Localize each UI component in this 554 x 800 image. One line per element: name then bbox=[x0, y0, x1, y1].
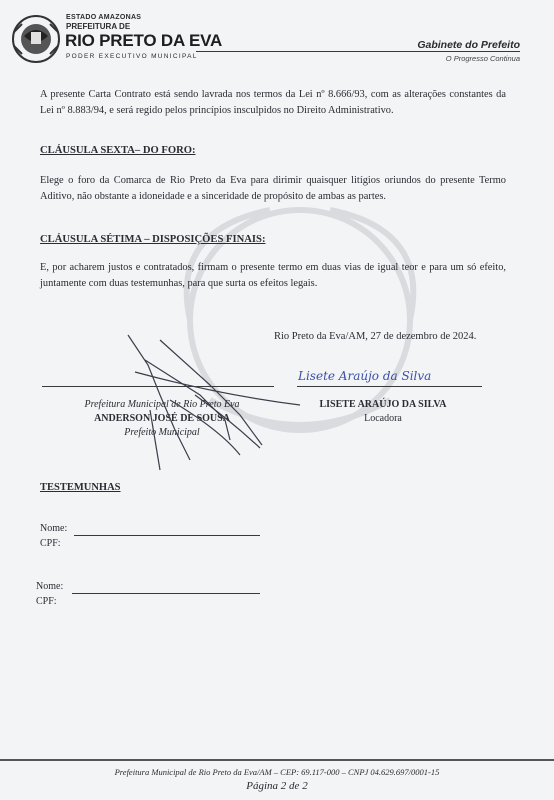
witness-1-name-label: Nome: bbox=[40, 523, 68, 534]
header-state: ESTADO AMAZONAS bbox=[66, 14, 142, 21]
date-line: Rio Preto da Eva/AM, 27 de dezembro de 2024. bbox=[274, 331, 477, 342]
header-city: RIO PRETO DA EVA bbox=[65, 31, 223, 50]
intro-paragraph: A presente Carta Contrato está sendo lavrada nos termos da Lei nº 8.666/93, com as alterações constantes da Lei nº 8.883/94, e será regido pelos princípios insculpidos no Direito Administrativo. bbox=[40, 89, 506, 116]
witness-1-cpf-label: CPF: bbox=[40, 538, 61, 549]
clause-sixth-title: CLÁUSULA SEXTA– DO FORO: bbox=[40, 145, 196, 156]
witness-2-cpf-label: CPF: bbox=[36, 596, 57, 607]
clause-seventh-text: E, por acharem justos e contratados, firmam o presente termo em duas vias de igual teor e para um só efeito, juntamente com duas testemunhas, para que surta os efeitos legais. bbox=[40, 262, 506, 289]
signatory-left-role: Prefeito Municipal bbox=[124, 427, 200, 438]
footer-address: Prefeitura Municipal de Rio Preto da Eva/AM – CEP: 69.117-000 – CNPJ 04.629.697/0001-15 bbox=[114, 767, 440, 777]
footer-rule bbox=[0, 759, 554, 761]
witness-2-name-label: Nome: bbox=[36, 581, 64, 592]
page-number: Página 2 de 2 bbox=[246, 780, 308, 792]
witness-2-name-line bbox=[72, 593, 260, 594]
signatory-left-name: ANDERSON JOSÉ DE SOUSA bbox=[94, 413, 230, 424]
witness-1-name-line bbox=[74, 535, 260, 536]
clause-seventh-title: CLÁUSULA SÉTIMA – DISPOSIÇÕES FINAIS: bbox=[40, 234, 266, 245]
header-prefeitura: PREFEITURA DE bbox=[66, 22, 131, 31]
signatory-right-role: Locadora bbox=[364, 413, 402, 424]
witnesses-title: TESTEMUNHAS bbox=[40, 482, 121, 493]
header-motto: O Progresso Continua bbox=[445, 54, 520, 63]
clause-sixth-text: Elege o foro da Comarca de Rio Preto da Eva para dirimir quaisquer litígios oriundos do presente Termo Aditivo, não obstante a idoneidade e a sinceridade de propósito de ambas as partes. bbox=[40, 175, 506, 202]
header-office: Gabinete do Prefeito bbox=[417, 39, 520, 51]
header-executive: PODER EXECUTIVO MUNICIPAL bbox=[66, 53, 198, 60]
handwritten-signature-right: Lisete Araújo da Silva bbox=[298, 369, 432, 383]
signatory-left-entity: Prefeitura Municipal de Rio Preto Eva bbox=[84, 399, 240, 410]
signatory-right-name: LISETE ARAÚJO DA SILVA bbox=[319, 399, 447, 410]
